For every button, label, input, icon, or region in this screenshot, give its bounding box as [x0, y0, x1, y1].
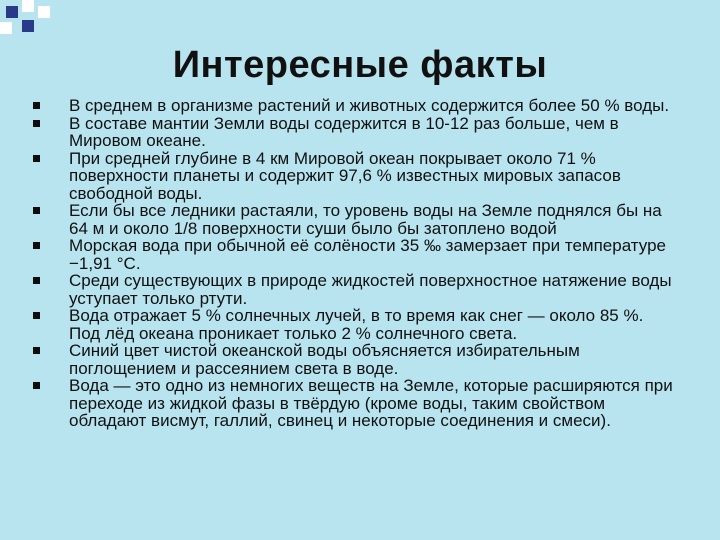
square-bullet-icon	[33, 120, 40, 127]
square-bullet-icon	[33, 155, 40, 162]
fact-text: Синий цвет чистой океанской воды объясняется избирательным поглощением и рассеянием света в воде.	[69, 341, 580, 378]
slide-title: Интересные факты	[172, 44, 548, 86]
corner-decoration	[0, 0, 60, 40]
fact-item	[0, 272, 679, 307]
fact-text: Морская вода при обычной её солёности 35 ‰ замерзает при температуре −1,91 °C.	[69, 236, 666, 273]
square-bullet-icon	[33, 347, 40, 354]
fact-item	[0, 115, 679, 150]
square-bullet-icon	[33, 207, 40, 214]
fact-text: В составе мантии Земли воды содержится в 10-12 раз больше, чем в Мировом океане.	[69, 113, 619, 150]
square-bullet-icon	[33, 382, 40, 389]
fact-item	[0, 202, 679, 237]
fact-text: В среднем в организме растений и животных содержится более 50 % воды.	[69, 96, 670, 115]
deco-square	[22, 0, 34, 12]
deco-square	[6, 6, 18, 18]
fact-item	[0, 97, 679, 115]
fact-item	[0, 237, 679, 272]
deco-square	[22, 20, 34, 32]
square-bullet-icon	[33, 277, 40, 284]
square-bullet-icon	[33, 312, 40, 319]
deco-square	[0, 22, 12, 34]
fact-text: При средней глубине в 4 км Мировой океан покрывает около 71 % поверхности планеты и содержит 97,6 % известных мировых запасов свободной воды.	[69, 148, 621, 203]
fact-item	[0, 150, 679, 203]
fact-item	[0, 377, 679, 430]
square-bullet-icon	[33, 102, 40, 109]
fact-text: Вода — это одно из немногих веществ на Земле, которые расширяются при переходе из жидкой фазы в твёрдую (кроме воды, таким свойством обладают висмут, галлий, свинец и некоторые соединения и смеси).	[69, 376, 673, 430]
deco-square	[38, 6, 50, 18]
fact-item	[0, 342, 679, 377]
square-bullet-icon	[33, 242, 40, 249]
fact-text: Среди существующих в природе жидкостей поверхностное натяжение воды уступает только ртути.	[69, 271, 672, 308]
facts-list	[0, 97, 679, 430]
fact-text: Если бы все ледники растаяли, то уровень воды на Земле поднялся бы на 64 м и около 1/8 поверхности суши было бы затоплено водой	[69, 201, 662, 238]
fact-item	[0, 307, 679, 342]
fact-text: Вода отражает 5 % солнечных лучей, в то время как снег — около 85 %. Под лёд океана проникает только 2 % солнечного света.	[69, 306, 644, 343]
